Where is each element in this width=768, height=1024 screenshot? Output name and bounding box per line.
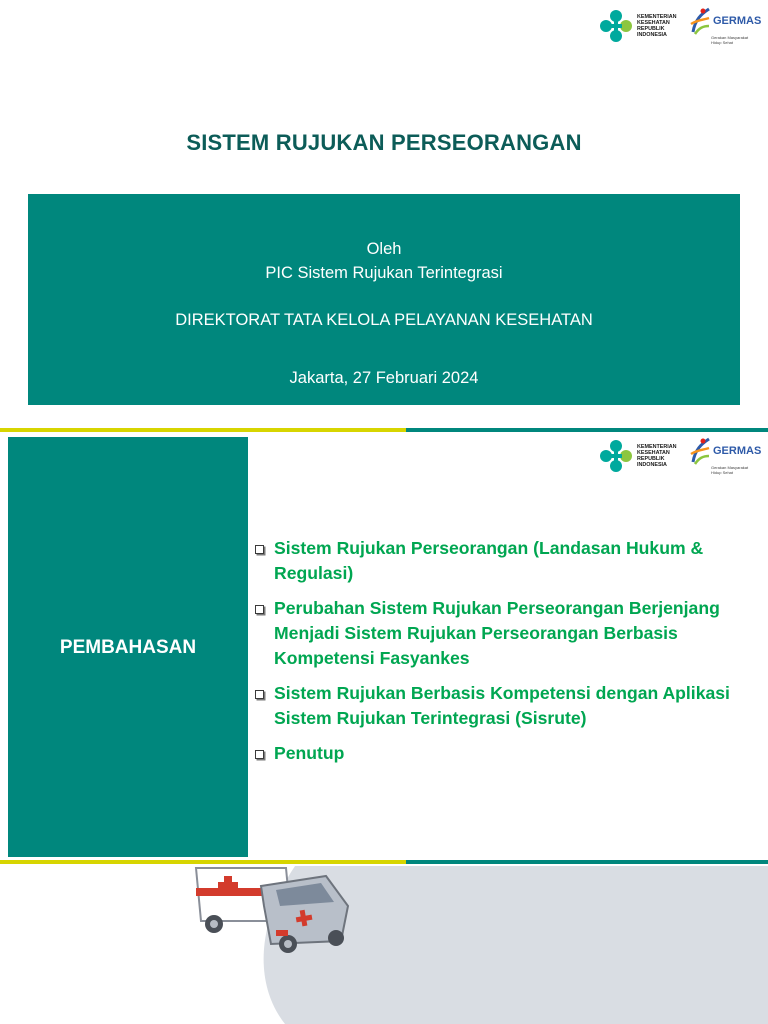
- agenda-item: [252, 596, 757, 671]
- agenda-item-text: Sistem Rujukan Berbasis Kompetensi dengan Aplikasi Sistem Rujukan Terintegrasi (Sisrute): [274, 683, 730, 728]
- slide-divider-bottom: [0, 860, 768, 864]
- title-slide: [0, 0, 768, 428]
- germas-tagline: [711, 466, 761, 475]
- ministry-line: KESEHATAN: [637, 19, 670, 26]
- germas-tagline: [711, 36, 761, 45]
- ministry-line: KEMENTERIAN: [637, 13, 677, 20]
- next-slide-preview: [0, 866, 768, 1024]
- kemenkes-logo: [598, 438, 683, 474]
- ministry-line: REPUBLIK: [637, 25, 665, 32]
- ministry-line: REPUBLIK: [637, 455, 665, 462]
- panel-title: PEMBAHASAN: [59, 637, 197, 658]
- checkbox-bullet-icon: [255, 605, 264, 614]
- checkbox-bullet-icon: [255, 545, 264, 554]
- kemenkes-logo-icon: [598, 438, 634, 474]
- agenda-item-text: Perubahan Sistem Rujukan Perseorangan Berjenjang Menjadi Sistem Rujukan Perseorangan Berbasis Kompetensi Fasyankes: [274, 598, 720, 668]
- germas-tagline-line: Hidup Sehat: [711, 469, 734, 475]
- kemenkes-logo-icon: [598, 8, 634, 44]
- by-label: Oleh: [366, 240, 402, 258]
- germas-word: GERMAS: [713, 445, 762, 457]
- ministry-line: INDONESIA: [637, 461, 667, 468]
- ministry-line: KEMENTERIAN: [637, 443, 677, 450]
- header-logos: [598, 6, 761, 45]
- checkbox-bullet-icon: [255, 750, 264, 759]
- agenda-item-text: Sistem Rujukan Perseorangan (Landasan Hukum & Regulasi): [274, 538, 704, 583]
- place-date: Jakarta, 27 Februari 2024: [289, 369, 479, 387]
- germas-logo-icon: [689, 436, 711, 466]
- ambulance-icon: [176, 866, 356, 956]
- agenda-list: [252, 536, 757, 776]
- germas-word: GERMAS: [713, 15, 762, 27]
- kemenkes-text: [637, 444, 683, 468]
- directorate-name: DIREKTORAT TATA KELOLA PELAYANAN KESEHATAN: [175, 311, 593, 329]
- slide-title: SISTEM RUJUKAN PERSEORANGAN: [186, 130, 582, 155]
- kemenkes-logo: [598, 8, 683, 44]
- presenter-info-box: [28, 194, 740, 405]
- germas-tagline-line: Gerakan Masyarakat: [711, 35, 749, 40]
- ministry-line: KESEHATAN: [637, 449, 670, 456]
- presenter-name: PIC Sistem Rujukan Terintegrasi: [265, 264, 503, 282]
- ministry-line: INDONESIA: [637, 31, 667, 38]
- germas-logo: [689, 6, 761, 45]
- header-logos: [598, 436, 761, 475]
- agenda-item: [252, 741, 757, 766]
- germas-logo-icon: [689, 6, 711, 36]
- germas-logo: [689, 436, 761, 475]
- germas-tagline-line: Gerakan Masyarakat: [711, 465, 749, 470]
- section-panel: [8, 437, 248, 857]
- slide-divider-top: [0, 428, 768, 432]
- checkbox-bullet-icon: [255, 690, 264, 699]
- germas-tagline-line: Hidup Sehat: [711, 39, 734, 45]
- agenda-item-text: Penutup: [274, 743, 345, 763]
- kemenkes-text: [637, 14, 683, 38]
- agenda-item: [252, 536, 757, 586]
- agenda-item: [252, 681, 757, 731]
